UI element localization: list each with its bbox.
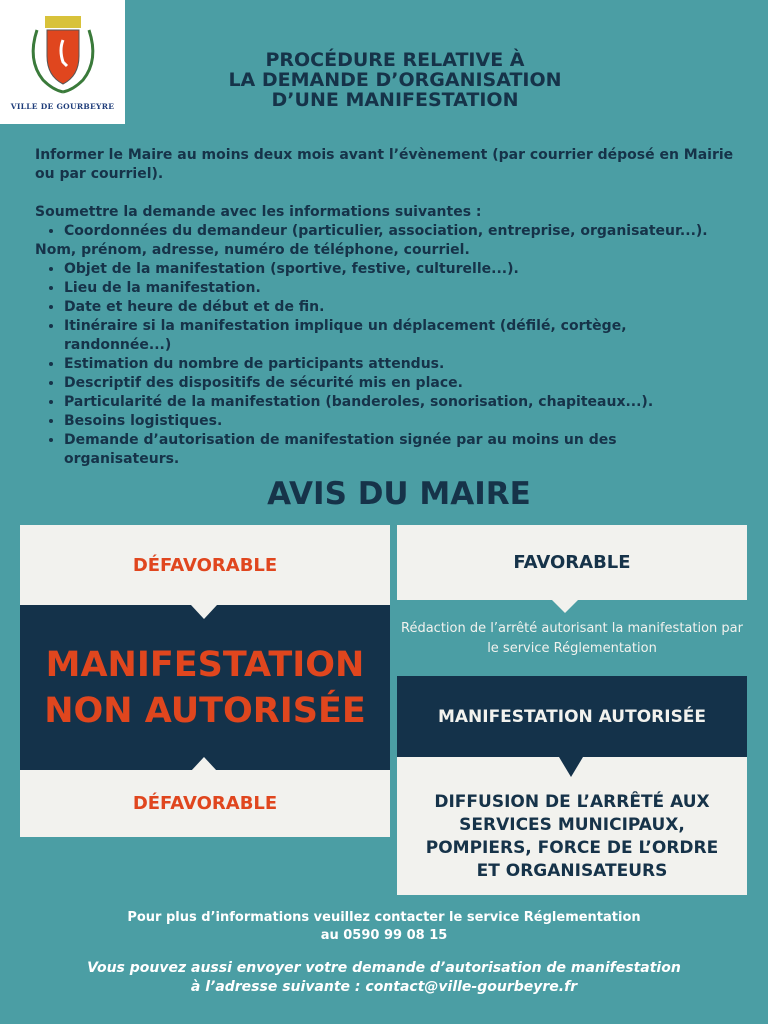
email-info <box>0 959 768 997</box>
autorisee-box <box>397 676 747 757</box>
diffusion-box <box>397 757 747 895</box>
list-item: • Demande d’autorisation de manifestation signée par au moins un des organisateurs. <box>64 431 735 469</box>
list-item: • Date et heure de début et de fin. <box>64 298 735 317</box>
coat-of-arms-icon <box>23 10 103 98</box>
list-item: • Estimation du nombre de participants attendus. <box>64 355 735 374</box>
diffusion-label: DIFFUSION DE L’ARRÊTÉ AUX SERVICES MUNICIPAUX, POMPIERS, FORCE DE L’ORDRE ET ORGANISATEURS <box>425 792 719 881</box>
list-item-detail: Nom, prénom, adresse, numéro de téléphone, courriel. <box>35 242 470 258</box>
list-item: • Besoins logistiques. <box>64 412 735 431</box>
city-logo <box>0 0 125 124</box>
defavorable-label: DÉFAVORABLE <box>132 554 278 576</box>
list-item: • Particularité de la manifestation (banderoles, sonorisation, chapiteaux...). <box>64 393 735 412</box>
procedure-text <box>35 146 735 469</box>
list-item: • Objet de la manifestation (sportive, festive, culturelle...). <box>64 260 735 279</box>
title-line: D’UNE MANIFESTATION <box>271 89 519 111</box>
arrow-down-icon <box>559 757 583 777</box>
arrow-down-icon <box>191 605 217 619</box>
list-item: • Itinéraire si la manifestation implique un déplacement (défilé, cortège, randonnée...) <box>64 317 735 355</box>
non-autorisee-box <box>20 605 390 770</box>
submit-heading: Soumettre la demande avec les informations suivantes : <box>35 204 482 220</box>
title-line: LA DEMANDE D’ORGANISATION <box>228 69 562 91</box>
contact-line: Pour plus d’informations veuillez contacter le service Réglementation <box>127 910 641 925</box>
arrow-down-icon <box>552 600 578 613</box>
defavorable-bottom-box <box>20 770 390 837</box>
title-line: PROCÉDURE RELATIVE À <box>265 49 525 71</box>
avis-title: AVIS DU MAIRE <box>267 476 531 512</box>
list-item: • Coordonnées du demandeur (particulier, association, entreprise, organisateur...). <box>64 222 735 241</box>
page-title <box>190 50 600 110</box>
email-line: Vous pouvez aussi envoyer votre demande d’autorisation de manifestation <box>87 960 681 976</box>
intro-text: Informer le Maire au moins deux mois avant l’évènement (par courrier déposé en Mairie ou par courriel). <box>35 147 734 182</box>
logo-caption: VILLE DE GOURBEYRE <box>10 102 115 111</box>
favorable-label: FAVORABLE <box>513 552 631 573</box>
email-address[interactable]: à l’adresse suivante : contact@ville-gourbeyre.fr <box>190 979 578 995</box>
non-autorisee-line: NON AUTORISÉE <box>44 690 366 731</box>
non-autorisee-line: MANIFESTATION <box>45 644 365 685</box>
phone-number: au 0590 99 08 15 <box>320 928 448 943</box>
defavorable-label: DÉFAVORABLE <box>132 793 278 814</box>
defavorable-top-box <box>20 525 390 605</box>
redaction-text: Rédaction de l’arrêté autorisant la manifestation par le service Réglementation <box>401 621 743 656</box>
favorable-box <box>397 525 747 600</box>
list-item: • Lieu de la manifestation. <box>64 279 735 298</box>
list-item: • Descriptif des dispositifs de sécurité mis en place. <box>64 374 735 393</box>
autorisee-label: MANIFESTATION AUTORISÉE <box>437 706 707 727</box>
contact-info <box>0 909 768 945</box>
arrow-up-icon <box>191 757 217 771</box>
